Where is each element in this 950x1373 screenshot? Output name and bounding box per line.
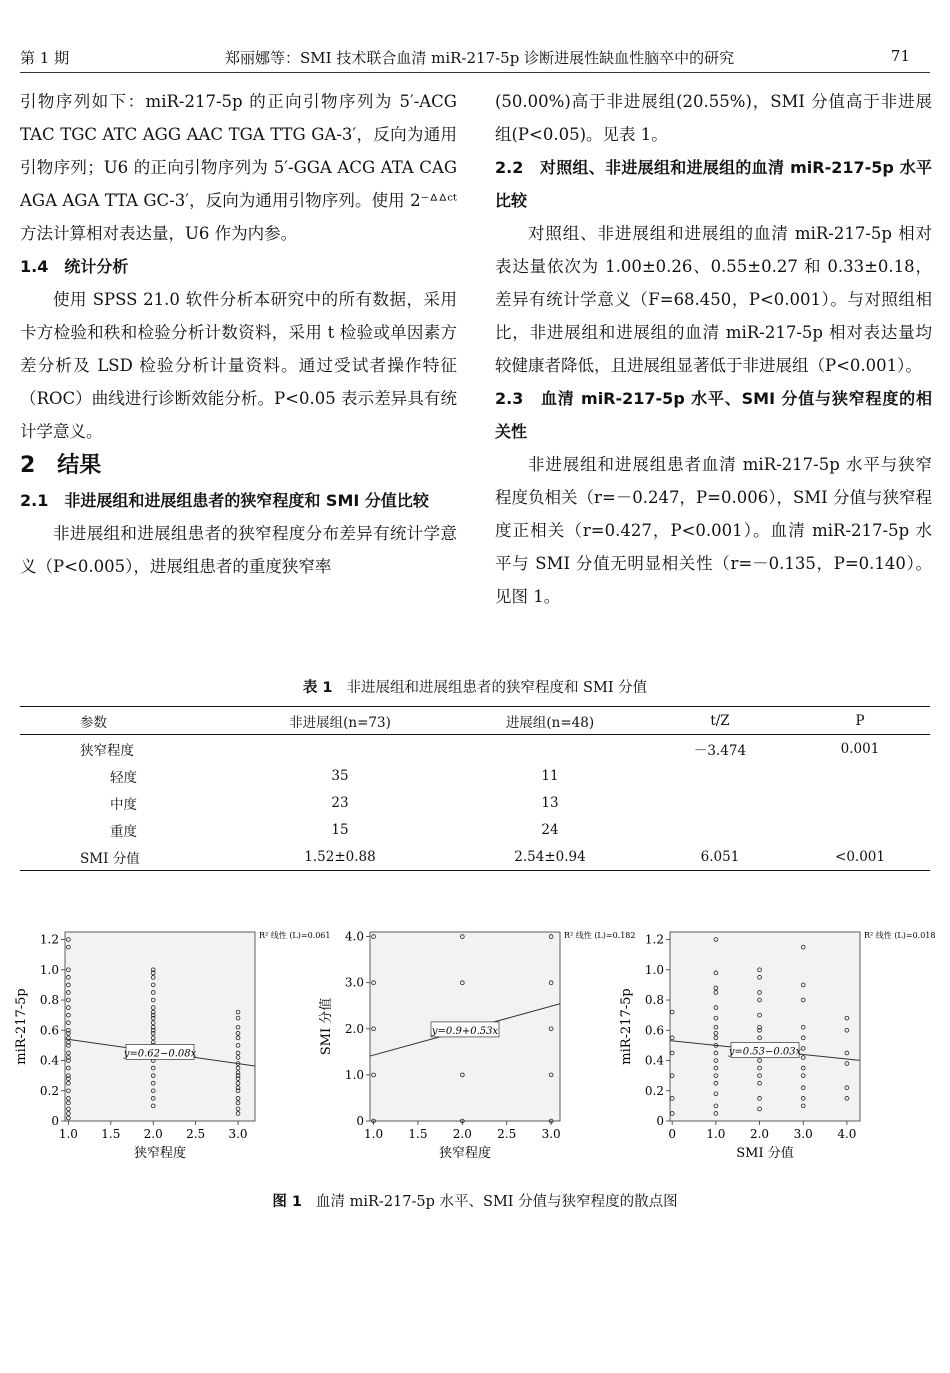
table-cell bbox=[790, 762, 930, 789]
left-column bbox=[20, 85, 457, 583]
table-cell bbox=[650, 762, 790, 789]
y-tick-label: 0.8 bbox=[39, 993, 59, 1008]
r-squared-label: R² 线性 (L)=0.182 bbox=[564, 931, 636, 940]
r-squared-label: R² 线性 (L)=0.061 bbox=[259, 931, 331, 940]
table-header-row bbox=[20, 707, 930, 735]
fit-equation-label: y=0.53−0.03x bbox=[728, 1046, 802, 1058]
table-header-cell: 参数 bbox=[80, 714, 107, 731]
x-tick-label: 3.0 bbox=[541, 1127, 561, 1141]
table-cell: 重度 bbox=[110, 823, 137, 840]
table-cell bbox=[230, 735, 450, 763]
table-cell: 6.051 bbox=[700, 848, 740, 865]
y-tick-label: 4.0 bbox=[344, 929, 364, 944]
y-axis-label: miR-217-5p bbox=[619, 988, 634, 1065]
results-paragraph-2-3: 非进展组和进展组患者血清 miR-217-5p 水平与狭窄程度负相关（r=－0.247，P=0.006），SMI 分值与狭窄程度正相关（r=0.427，P<0.001）。血清 miR-217-5p 水平与 SMI 分值无明显相关性（r=－0.135，P=0.140）。见图 1。 bbox=[495, 455, 932, 606]
x-axis-label: 狭窄程度 bbox=[438, 1146, 492, 1161]
table-header-cell: t/Z bbox=[710, 712, 730, 729]
table-cell: 24 bbox=[541, 821, 559, 838]
section-heading-2-1: 2.1 非进展组和进展组患者的狭窄程度和 SMI 分值比较 bbox=[20, 491, 429, 510]
y-tick-label: 0 bbox=[51, 1114, 59, 1128]
table-cell: 35 bbox=[331, 767, 349, 784]
y-axis-label: miR-217-5p bbox=[14, 988, 29, 1065]
x-tick-label: 0 bbox=[668, 1127, 677, 1141]
y-tick-label: 2.0 bbox=[344, 1021, 364, 1036]
figure-caption-text: 血清 miR-217-5p 水平、SMI 分值与狭窄程度的散点图 bbox=[316, 1194, 678, 1210]
y-tick-label: 1.2 bbox=[39, 932, 59, 947]
table-header-cell: 非进展组(n=73) bbox=[289, 714, 391, 731]
results-paragraph-2-2: 对照组、非进展组和进展组的血清 miR-217-5p 相对表达量依次为 1.00±0.26、0.55±0.27 和 0.33±0.18，差异有统计学意义（F=68.450，P<0.001）。与对照组相比，非进展组和进展组的血清 miR-217-5p 相对表达量均较健康者降低，且进展组显著低于非进展组（P<0.001）。 bbox=[495, 224, 932, 375]
table-cell: 2.54±0.94 bbox=[514, 848, 586, 865]
plot-area bbox=[65, 932, 255, 1121]
x-tick-label: 1.5 bbox=[101, 1127, 121, 1141]
results-paragraph-2-1: 非进展组和进展组患者的狭窄程度分布差异有统计学意义（P<0.005），进展组患者的重度狭窄率 bbox=[20, 524, 457, 576]
fit-equation-label: y=0.9+0.53x bbox=[431, 1025, 499, 1037]
table-caption-text: 非进展组和进展组患者的狭窄程度和 SMI 分值 bbox=[346, 680, 648, 696]
plot-area bbox=[670, 932, 860, 1121]
figure-label: 图 1 bbox=[272, 1194, 302, 1210]
table-1 bbox=[20, 706, 930, 871]
y-tick-label: 0.2 bbox=[39, 1083, 59, 1098]
table-row bbox=[20, 789, 930, 816]
table-label: 表 1 bbox=[302, 680, 333, 696]
y-tick-label: 0.2 bbox=[644, 1083, 664, 1098]
y-tick-label: 1.0 bbox=[39, 962, 59, 977]
y-tick-label: 0.4 bbox=[644, 1053, 664, 1068]
x-tick-label: 2.5 bbox=[186, 1127, 206, 1141]
y-tick-label: 1.0 bbox=[344, 1067, 364, 1082]
scatter-panel-1 bbox=[14, 930, 330, 1161]
table-cell: 11 bbox=[541, 767, 559, 784]
x-tick-label: 2.0 bbox=[452, 1127, 472, 1141]
x-axis-label: SMI 分值 bbox=[736, 1146, 794, 1161]
table-row bbox=[20, 762, 930, 789]
r-squared-label: R² 线性 (L)=0.018 bbox=[864, 931, 936, 940]
table-cell: SMI 分值 bbox=[80, 850, 140, 867]
section-heading-2: 2 结果 bbox=[20, 453, 102, 478]
figure-1-scatter-plots bbox=[0, 918, 950, 1178]
x-axis-label: 狭窄程度 bbox=[133, 1146, 187, 1161]
section-heading-2-3: 2.3 血清 miR-217-5p 水平、SMI 分值与狭窄程度的相关性 bbox=[495, 389, 932, 441]
scatter-panel-3 bbox=[619, 930, 935, 1161]
x-tick-label: 1.0 bbox=[706, 1127, 726, 1141]
fit-equation-label: y=0.62−0.08x bbox=[123, 1048, 197, 1060]
table-cell bbox=[790, 816, 930, 843]
scatter-panel-2 bbox=[318, 930, 635, 1161]
x-tick-label: 2.5 bbox=[497, 1127, 517, 1141]
table-row bbox=[20, 735, 930, 763]
x-tick-label: 1.0 bbox=[58, 1127, 78, 1141]
x-tick-label: 4.0 bbox=[837, 1127, 857, 1141]
running-title: 郑丽娜等：SMI 技术联合血清 miR-217-5p 诊断进展性缺血性脑卒中的研究 bbox=[225, 49, 735, 67]
right-column bbox=[495, 85, 932, 613]
table-cell: 23 bbox=[331, 794, 349, 811]
x-tick-label: 2.0 bbox=[143, 1127, 163, 1141]
y-tick-label: 3.0 bbox=[344, 975, 364, 990]
table-cell: 15 bbox=[331, 821, 349, 838]
table-cell: <0.001 bbox=[835, 848, 885, 865]
primer-paragraph: 引物序列如下：miR-217-5p 的正向引物序列为 5′-ACG TAC TGC ATC AGG AAC TGA TTG GA-3′，反向为通用引物序列；U6 的正向引物序列为 5′-GGA ACG ATA CAG AGA AGA TTA GC-3′，反向为通用引物序列。使用 2⁻ᐞᐞᶜᵗ方法计算相对表达量，U6 作为内参。 bbox=[20, 92, 457, 243]
y-tick-label: 1.0 bbox=[644, 962, 664, 977]
table-row bbox=[20, 816, 930, 843]
table-caption bbox=[0, 676, 950, 697]
x-tick-label: 3.0 bbox=[228, 1127, 248, 1141]
table-cell bbox=[650, 789, 790, 816]
table-cell bbox=[650, 816, 790, 843]
y-tick-label: 0 bbox=[356, 1114, 364, 1128]
y-tick-label: 0.6 bbox=[644, 1023, 664, 1038]
table-cell: －3.474 bbox=[693, 742, 747, 759]
y-tick-label: 0.6 bbox=[39, 1023, 59, 1038]
section-heading-2-2: 2.2 对照组、非进展组和进展组的血清 miR-217-5p 水平比较 bbox=[495, 158, 932, 210]
table-cell: 中度 bbox=[110, 796, 137, 813]
stats-paragraph: 使用 SPSS 21.0 软件分析本研究中的所有数据，采用卡方检验和秩和检验分析计数资料，采用 t 检验或单因素方差分析及 LSD 检验分析计量资料。通过受试者操作特征（ROC）曲线进行诊断效能分析。P<0.05 表示差异具有统计学意义。 bbox=[20, 290, 457, 441]
table-cell: 13 bbox=[541, 794, 559, 811]
table-cell bbox=[450, 735, 650, 763]
table-cell: 1.52±0.88 bbox=[304, 848, 376, 865]
table-header-cell: P bbox=[855, 712, 865, 729]
table-cell: 狭窄程度 bbox=[80, 742, 134, 759]
results-continuation: (50.00%)高于非进展组(20.55%)，SMI 分值高于非进展组(P<0.05)。见表 1。 bbox=[495, 92, 932, 144]
y-axis-label: SMI 分值 bbox=[319, 997, 334, 1056]
running-header bbox=[20, 42, 930, 73]
issue-number: 第 1 期 bbox=[20, 49, 70, 67]
page-number: 71 bbox=[890, 47, 910, 65]
y-tick-label: 0.4 bbox=[39, 1053, 59, 1068]
x-tick-label: 2.0 bbox=[749, 1127, 770, 1141]
y-tick-label: 1.2 bbox=[644, 932, 664, 947]
x-tick-label: 3.0 bbox=[793, 1127, 813, 1141]
y-tick-label: 0 bbox=[656, 1114, 664, 1128]
table-cell bbox=[790, 789, 930, 816]
section-heading-1-4: 1.4 统计分析 bbox=[20, 257, 129, 276]
table-row bbox=[20, 843, 930, 871]
x-tick-label: 1.5 bbox=[408, 1127, 428, 1141]
y-tick-label: 0.8 bbox=[644, 993, 664, 1008]
table-cell: 0.001 bbox=[840, 740, 880, 757]
table-header-cell: 进展组(n=48) bbox=[505, 714, 595, 731]
table-cell: 轻度 bbox=[110, 769, 137, 786]
x-tick-label: 1.0 bbox=[364, 1127, 384, 1141]
figure-caption bbox=[0, 1190, 950, 1211]
